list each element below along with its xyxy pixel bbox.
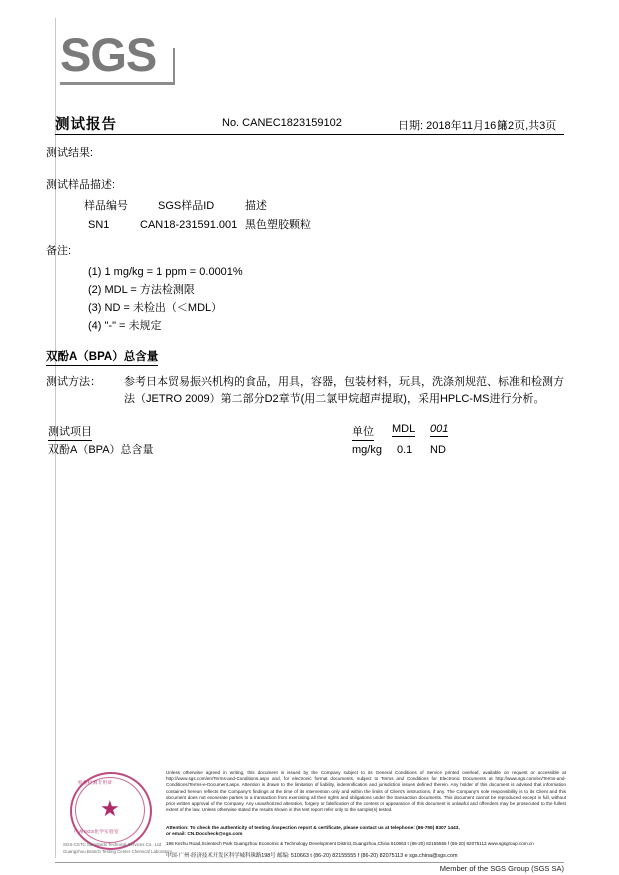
address-chinese: 中国·广州·经济技术开发区科学城科珠路198号 邮编: 510663 t (86-20) 82155555 f (86-20) 82075113 e sgs.china@sgs.com xyxy=(166,853,458,859)
remark-item-3: (3) ND = 未检出（＜MDL） xyxy=(88,302,223,314)
remark-item-4: (4) "-" = 未规定 xyxy=(88,320,162,332)
sample-table-header-sgs-id: SGS样品ID xyxy=(158,200,215,212)
report-date: 日期: 2018年11月16日 xyxy=(398,120,508,132)
legal-disclaimer: Unless otherwise agreed in writing, this document is issued by the Company subject to its General Conditions of Service printed overleaf, available on request or accessible at http://www.sgs.com/en/Terms-and-Conditions.aspx and, for electronic format documents, subject to Terms and Conditions for Electronic Documents at http://www.sgs.com/en/Terms-and-Conditions/Terms-e-Document.aspx. Attention is drawn to the limitation of liability, indemnification and jurisdiction issues defined therein. Any holder of this document is advised that information contained hereon reflects the Company's findings at the time of its intervention only and within the limits of Client's instructions, if any. The Company's sole responsibility is to its Client and this document does not exonerate parties to a transaction from exercising all their rights and obligations under the transaction documents. This document cannot be reproduced except in full, without prior written approval of the Company. Any unauthorized alteration, forgery or falsification of the content or appearance of this document is unlawful and offenders may be prosecuted to the fullest extent of the law. Unless otherwise stated the results shown in this test report refer only to the sample(s) tested. xyxy=(166,770,566,813)
page-indicator: 第2页,共3页 xyxy=(497,120,557,132)
official-stamp xyxy=(62,772,173,856)
remark-item-2: (2) MDL = 方法检测限 xyxy=(88,284,195,296)
report-number: No. CANEC1823159102 xyxy=(222,117,342,129)
section-heading-bpa: 双酚A（BPA）总含量 xyxy=(46,348,158,366)
header-divider xyxy=(55,134,564,135)
legal-attention-line-1: Attention: To check the authenticity of testing /inspection report & certificate, please contact us at telephone: (86-755) 8307 1443, xyxy=(166,826,460,831)
sgs-logo-underline xyxy=(60,82,173,85)
test-method-line-1: 参考日本贸易振兴机构的食品，用具，容器，包装材料，玩具，洗涤剂规范、标准和检测方 xyxy=(124,376,564,388)
page-title: 测试报告 xyxy=(55,117,117,133)
sgs-logo-tick xyxy=(173,48,175,85)
sgs-logo-text: SGS xyxy=(60,28,157,81)
table-row-description: 黑色塑胶颗粒 xyxy=(245,219,311,231)
result-row-unit: mg/kg xyxy=(352,444,382,456)
test-method-label: 测试方法： xyxy=(46,376,101,388)
result-row-mdl: 0.1 xyxy=(397,444,413,456)
sample-description-label: 测试样品描述: xyxy=(46,179,116,191)
member-note: Member of the SGS Group (SGS SA) xyxy=(439,864,564,873)
result-header-item: 测试项目 xyxy=(48,423,92,441)
table-row-sgs-id: CAN18-231591.001 xyxy=(140,219,238,231)
stamp-caption-line-2: Guangzhou Branch Testing Center Chemical Laboratory xyxy=(63,849,173,854)
remarks-label: 备注: xyxy=(46,245,72,257)
sgs-logo xyxy=(60,30,180,88)
footer-divider xyxy=(55,862,564,863)
stamp-text-top: 检验检测专用章 xyxy=(78,780,113,785)
legal-attention-note xyxy=(166,826,566,839)
result-header-mdl: MDL xyxy=(392,423,416,435)
legal-attention-line-2: or email: CN.Doccheck@sgs.com xyxy=(166,832,243,838)
remark-item-1: (1) 1 mg/kg = 1 ppm = 0.0001% xyxy=(88,266,243,278)
sample-table-header-sample-no: 样品编号 xyxy=(84,200,128,212)
result-row-value: ND xyxy=(430,444,446,456)
results-label: 测试结果: xyxy=(46,147,94,159)
test-method-line-2: 法（JETRO 2009）第二部分D2章节(用二氯甲烷超声提取)，采用HPLC-MS进行分析。 xyxy=(124,393,545,405)
sample-table-header-description: 描述 xyxy=(245,200,267,212)
result-header-unit: 单位 xyxy=(352,423,374,441)
address-english: 198 Kezhu Road,Scientech Park Guangzhou Economic & Technology Development District,Guangzhou,China 510663 t (86-20) 82155555 f (86-20) 82075113 www.sgsgroup.com.cn xyxy=(166,841,534,846)
result-header-sample-001: 001 xyxy=(430,423,449,435)
stamp-text-bottom: 广州SGS化学实验室 xyxy=(74,829,119,834)
stamp-caption-line-1: SGS-CSTC Standards Technical Services Co., Ltd. xyxy=(63,842,163,847)
result-row-item: 双酚A（BPA）总含量 xyxy=(48,444,154,456)
table-row-sample-no: SN1 xyxy=(88,219,110,231)
